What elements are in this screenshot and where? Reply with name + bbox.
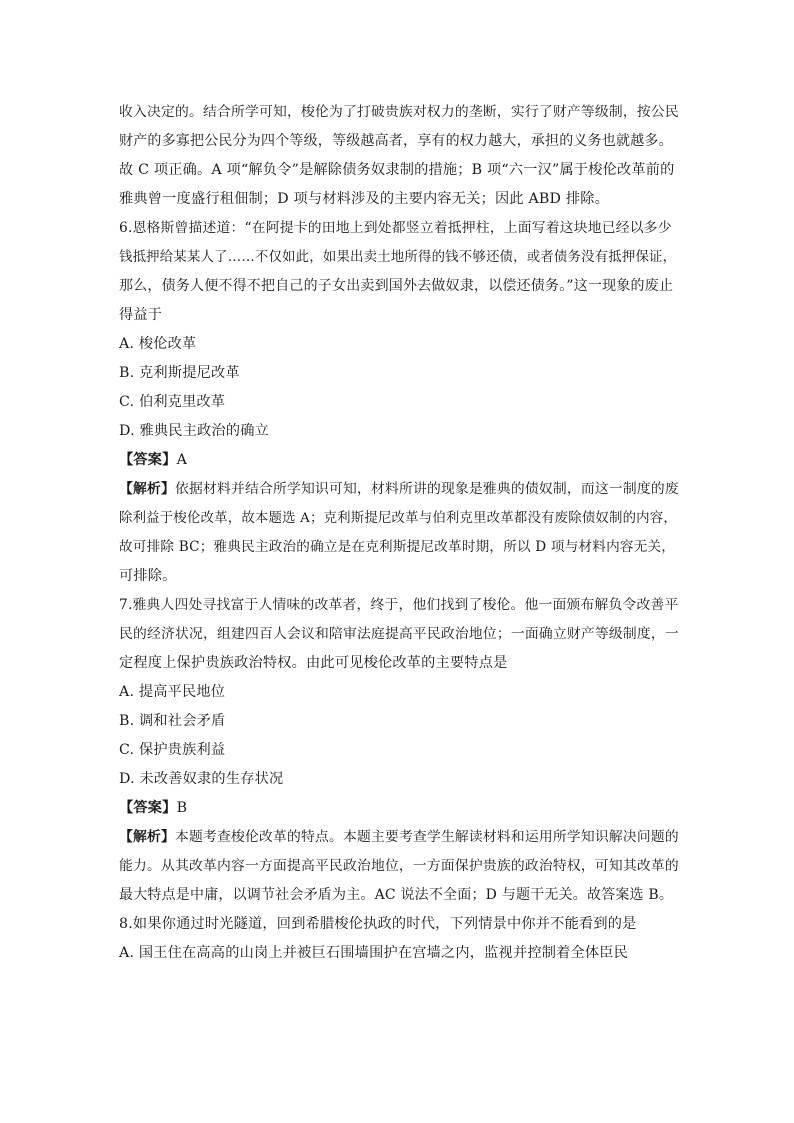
answer-tag: 【答案】 <box>119 452 177 468</box>
question-7-text: 7.雅典人四处寻找富于人情味的改革者，终于，他们找到了梭伦。他一面颁布解负令改善平 <box>119 597 679 613</box>
question-7-text: 民的经济状况，组建四百人会议和陪审法庭提高平民政治地位；一面确立财产等级制度，一 <box>119 626 679 642</box>
question-6-option-c: C. 伯利克里改革 <box>119 394 226 410</box>
question-6-text: 6.恩格斯曾描述道：“在阿提卡的田地上到处都竖立着抵押柱，上面写着这块地已经以多少 <box>119 220 672 236</box>
analysis-6 <box>119 475 679 504</box>
analysis-text: 本题考查梭伦改革的特点。本题主要考查学生解读材料和运用所学知识解决问题的 <box>175 829 679 845</box>
answer-value: A <box>176 452 188 468</box>
question-7-option-c: C. 保护贵族利益 <box>119 742 226 758</box>
question-6-option-d: D. 雅典民主政治的确立 <box>119 423 269 439</box>
question-6-option-b: B. 克利斯提尼改革 <box>119 365 240 381</box>
analysis-6-text: 除利益于梭伦改革，故本题选 A；克利斯提尼改革与伯利克里改革都没有废除债奴制的内容， <box>119 511 677 526</box>
analysis-6-text: 故可排除 BC；雅典民主政治的确立是在克利斯提尼改革时期，所以 D 项与材料内容无关， <box>119 539 676 555</box>
question-7-option-b: B. 调和社会矛盾 <box>119 713 226 729</box>
question-7-text: 定程度上保护贵族政治特权。由此可见梭伦改革的主要特点是 <box>119 655 508 671</box>
analysis-tag: 【解析】 <box>119 829 175 845</box>
answer-6 <box>119 446 679 475</box>
analysis-7-text: 最大特点是中庸，以调节社会矛盾为主。AC 说法不全面；D 与题干无关。故答案选 B。 <box>119 887 674 903</box>
text-line: 雅典曾一度盛行租佃制；D 项与材料涉及的主要内容无关；因此 ABD 排除。 <box>119 191 609 207</box>
text-line: 财产的多寡把公民分为四个等级，等级越高者，享有的权力越大，承担的义务也就越多。 <box>119 133 673 149</box>
analysis-7 <box>119 823 679 852</box>
question-6-option-a: A. 梭伦改革 <box>119 336 197 352</box>
answer-7 <box>119 794 679 823</box>
document-content <box>119 98 679 968</box>
question-8-text: 8.如果你通过时光隧道，回到希腊梭伦执政的时代，下列情景中你并不能看到的是 <box>119 916 637 932</box>
question-8-option-a: A. 国王住在高高的山岗上并被巨石围墙围护在宫墙之内，监视并控制着全体臣民 <box>119 945 629 961</box>
analysis-7-text: 能力。从其改革内容一方面提高平民政治地位，一方面保护贵族的政治特权，可知其改革的 <box>119 858 679 874</box>
question-6-text: 得益于 <box>119 307 163 323</box>
answer-value: B <box>176 800 188 816</box>
question-7-option-d: D. 未改善奴隶的生存状况 <box>119 771 284 787</box>
analysis-tag: 【解析】 <box>119 481 175 497</box>
text-line: 故 C 项正确。A 项“解负令”是解除债务奴隶制的措施；B 项“六一汉”属于梭伦改革前的 <box>119 162 675 178</box>
analysis-text: 依据材料并结合所学知识可知，材料所讲的现象是雅典的债奴制，而这一制度的废 <box>175 481 679 497</box>
question-6-text: 钱抵押给某某人了……不仅如此，如果出卖土地所得的钱不够还债，或者债务没有抵押保证， <box>119 250 677 265</box>
analysis-6-text: 可排除。 <box>119 568 177 584</box>
answer-tag: 【答案】 <box>119 800 177 816</box>
question-7-option-a: A. 提高平民地位 <box>119 684 226 700</box>
question-6-text: 那么，债务人便不得不把自己的子女出卖到国外去做奴隶，以偿还债务。”这一现象的废止 <box>119 278 674 294</box>
text-line: 收入决定的。结合所学可知，梭伦为了打破贵族对权力的垄断，实行了财产等级制，按公民 <box>119 104 679 120</box>
